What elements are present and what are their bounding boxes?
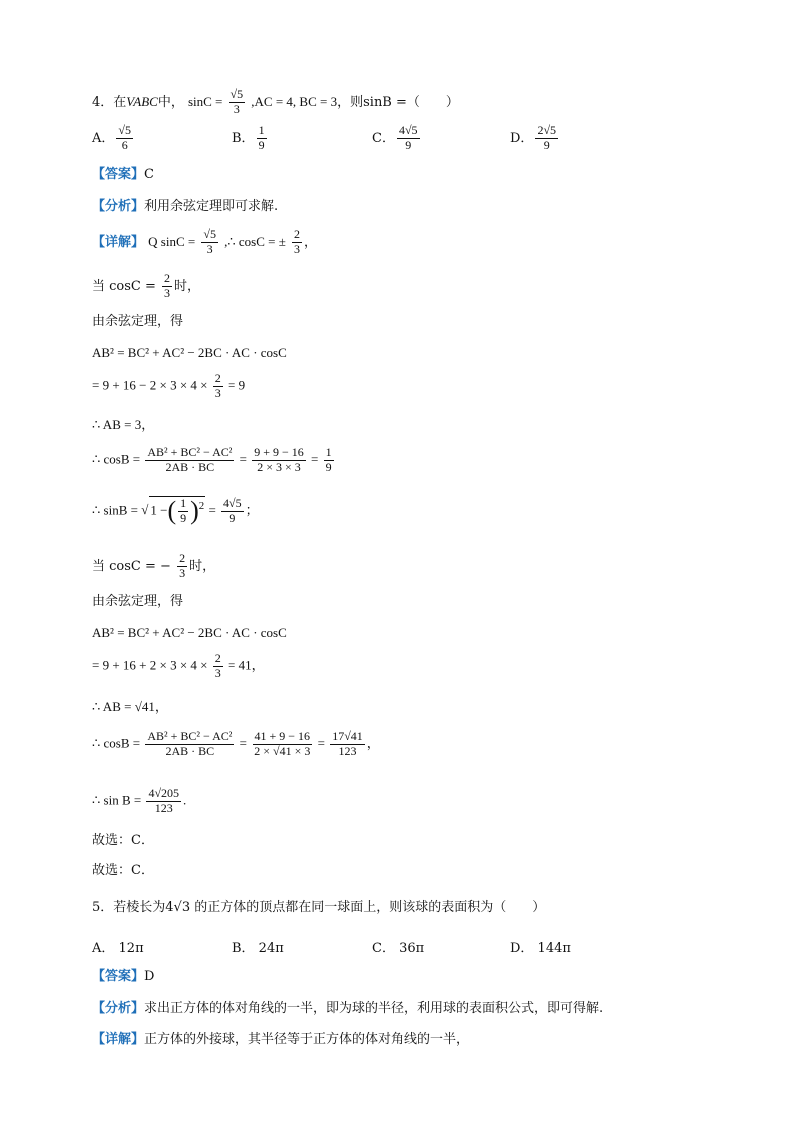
q4-option-b: B． $\frac{1}{9}$ (232, 123, 265, 152)
radical-icon (141, 502, 148, 517)
q4-detail-line1: 【详解】 Q sinC = $\frac{√5}{3}$ ,∴ cosC = ± $\frac{2}{3}$ ， (92, 227, 317, 256)
q4-stem-fraction: $\frac{√5}{3}$ (230, 87, 244, 116)
q4-option-c: C． $\frac{4√5}{9}$ (372, 123, 418, 152)
q5-option-b: B． 24π (232, 941, 284, 956)
q4-detail-line9: 当 cosC = − $\frac{2}{3}$ 时， (92, 551, 216, 580)
q4-choice-2: 故选：C． (92, 863, 154, 878)
q5-stem: 5．若棱长为4√3 的正方体的顶点都在同一球面上，则该球的表面积为（ ） (92, 900, 546, 915)
q4-stem: 4．在VABC中， sinC = $\frac{√5}{3}$ ,AC = 4, BC = 3，则sinB =（ ） (92, 87, 459, 116)
q4-detail-line7: ∴ cosB = $\frac{\text{AB² + BC² − AC²}}{2AB \cdot BC}$ = $\frac{9 + 9 - 16}{2 \times 3 \times 3}$ = $\frac{1}{9}$ (92, 445, 332, 474)
q4-detail-line8: ∴ sinB = √ 1 −( $\frac{1}{9}$ )$^2$ = $\frac{4√5}{9}$ ； (92, 496, 259, 526)
q4-detail-line12: = 9 + 16 + 2 × 3 × 4 × $\frac{2}{3}$ = 41， (92, 651, 265, 680)
q5-option-a: A． 12π (92, 941, 144, 956)
q4-detail-line2: 当 cosC = $\frac{2}{3}$ 时， (92, 271, 201, 300)
q4-choice-1: 故选：C． (92, 833, 154, 848)
q4-detail-line13: ∴ AB = √41， (92, 699, 168, 714)
q5-answer: 【答案】D (92, 969, 155, 984)
q4-detail-line4: AB² = BC² + AC² − 2BC · AC · cosC (92, 345, 287, 360)
q4-detail-line6: ∴ AB = 3， (92, 417, 155, 432)
q4-option-d: D． $\frac{2√5}{9}$ (510, 123, 557, 152)
q4-detail-line15: ∴ sin B = $\frac{4√205}{123}$ . (92, 786, 187, 815)
q5-option-c: C． 36π (372, 941, 425, 956)
q4-detail-line11: AB² = BC² + AC² − 2BC · AC · cosC (92, 625, 287, 640)
q4-option-a: A． $\frac{√5}{6}$ (92, 123, 131, 152)
q5-option-d: D． 144π (510, 941, 571, 956)
q4-detail-line3: 由余弦定理，得 (92, 314, 184, 329)
q4-detail-line14: ∴ cosB = $\frac{\text{AB² + BC² − AC²}}{2AB \cdot BC}$ = $\frac{41 + 9 - 16}{2 \times √41 \times 3}$ = $\frac{17√41}{123}$ ， (92, 729, 380, 758)
q5-detail: 【详解】正方体的外接球，其半径等于正方体的体对角线的一半， (92, 1032, 470, 1047)
q4-answer: 【答案】C (92, 167, 154, 182)
q5-analysis: 【分析】求出正方体的体对角线的一半，即为球的半径，利用球的表面积公式，即可得解. (92, 1001, 604, 1016)
q4-detail-line5: = 9 + 16 − 2 × 3 × 4 × $\frac{2}{3}$ = 9 (92, 371, 246, 400)
q4-analysis: 【分析】利用余弦定理即可求解. (92, 199, 279, 214)
q4-detail-line10: 由余弦定理，得 (92, 594, 184, 609)
